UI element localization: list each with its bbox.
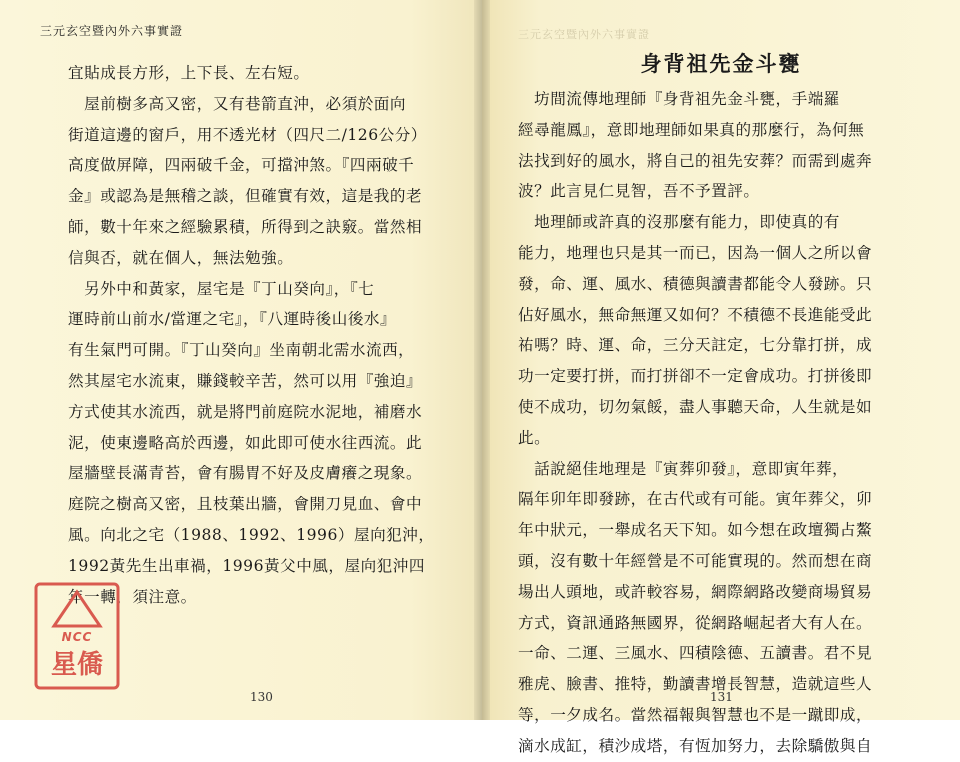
running-head-ghost: 三元玄空暨內外六事實證	[518, 28, 650, 41]
text-line: 運時前山前水/當運之宅』，『八運時後山後水』	[68, 310, 397, 329]
text-line: 街道這邊的窗戶，用不透光材（四尺二/126公分）	[68, 125, 427, 144]
text-line: 等，一夕成名。當然福報與智慧也不是一蹴即成，	[518, 705, 873, 724]
text-line: 發，命、運、風水、積德與讀書都能令人發跡。只	[518, 274, 873, 293]
text-line: 有生氣門可開。『丁山癸向』坐南朝北需水流西，	[68, 341, 415, 360]
text-line: 此。	[518, 428, 551, 447]
page-number-left: 130	[250, 690, 273, 704]
text-line: 高度做屏障，四兩破千金，可擋沖煞。『四兩破千	[68, 156, 415, 175]
text-line: 佔好風水，無命無運又如何？不積德不長進能受此	[518, 305, 873, 324]
text-line: 使不成功，切勿氣餒，盡人事聽天命，人生就是如	[518, 397, 873, 416]
text-line: 然其屋宅水流東，賺錢較辛苦，然可以用『強迫』	[68, 371, 423, 390]
logo-name: 星僑	[50, 650, 103, 680]
ncc-watermark-logo	[34, 582, 120, 690]
left-page	[0, 0, 482, 720]
text-line: 法找到好的風水，將自己的祖先安葬？而需到處奔	[518, 151, 873, 170]
text-line: 頭，沒有數十年經營是不可能實現的。然而想在商	[518, 551, 873, 570]
text-line: 年一轉，須注意。	[68, 587, 197, 606]
text-line: 功一定要打拼，而打拼卻不一定會成功。打拼後即	[518, 367, 873, 386]
text-line: 信與否，就在個人，無法勉強。	[68, 248, 294, 267]
book-gutter	[474, 0, 490, 720]
text-line: 地理師或許真的沒那麼有能力，即使真的有	[518, 213, 840, 232]
text-line: 一命、二運、三風水、四積陰德、五讀書。君不見	[518, 644, 873, 663]
running-head-left: 三元玄空暨內外六事實證	[40, 24, 184, 38]
right-body-text	[518, 84, 872, 762]
text-line: 宜貼成長方形，上下長、左右短。	[68, 64, 310, 82]
text-line: 年中狀元，一舉成名天下知。如今想在政壇獨占鰲	[518, 521, 873, 540]
text-line: 金』或認為是無稽之談，但確實有效，這是我的老	[68, 187, 423, 206]
text-line: 泥，使東邊略高於西邊，如此即可使水往西流。此	[68, 433, 423, 452]
text-line: 能力，地理也只是其一而已，因為一個人之所以會	[518, 243, 873, 262]
text-line: 雅虎、臉書、推特，勤讀書增長智慧，造就這些人	[518, 675, 873, 694]
logo-abbr: NCC	[61, 630, 93, 644]
text-line: 風。向北之宅（1988、1992、1996）屋向犯沖，	[68, 525, 435, 544]
text-line: 隔年卯年即發跡，在古代或有可能。寅年葬父，卯	[518, 490, 873, 509]
text-line: 經尋龍鳳』，意即地理師如果真的那麼行，為何無	[518, 120, 865, 139]
text-line: 方式，資訊通路無國界，從網路崛起者大有人在。	[518, 613, 873, 632]
right-page	[482, 0, 960, 755]
text-line: 波？此言見仁見智，吾不予置評。	[518, 182, 760, 201]
text-line: 1992黃先生出車禍，1996黃父中風，屋向犯沖四	[68, 556, 425, 575]
text-line: 方式使其水流西，就是將門前庭院水泥地，補磨水	[68, 402, 423, 421]
chapter-title: 身背祖先金斗甕	[640, 51, 802, 76]
page-number-right: 131	[710, 690, 733, 704]
text-line: 場出人頭地，或許較容易，網際網路改變商場貿易	[518, 582, 873, 601]
text-line: 另外中和黃家，屋宅是『丁山癸向』，『七	[68, 279, 375, 298]
text-line: 滴水成缸，積沙成塔，有恆加努力，去除驕傲與自	[518, 736, 873, 755]
text-line: 話說絕佳地理是『寅葬卯發』，意即寅年葬，	[518, 459, 849, 478]
text-line: 庭院之樹高又密，且枝葉出牆，會開刀見血、會中	[68, 495, 423, 514]
text-line: 屋前樹多高又密，又有巷箭直沖，必須於面向	[68, 94, 406, 113]
text-line: 祐嗎？時、運、命，三分天註定，七分靠打拼，成	[518, 336, 873, 355]
text-line: 師，數十年來之經驗累積，所得到之訣竅。當然相	[68, 217, 423, 236]
left-body-text	[68, 58, 434, 612]
text-line: 坊間流傳地理師『身背祖先金斗甕，手端羅	[518, 90, 840, 108]
text-line: 屋牆壁長滿青苔，會有腸胃不好及皮膚癢之現象。	[68, 464, 423, 483]
